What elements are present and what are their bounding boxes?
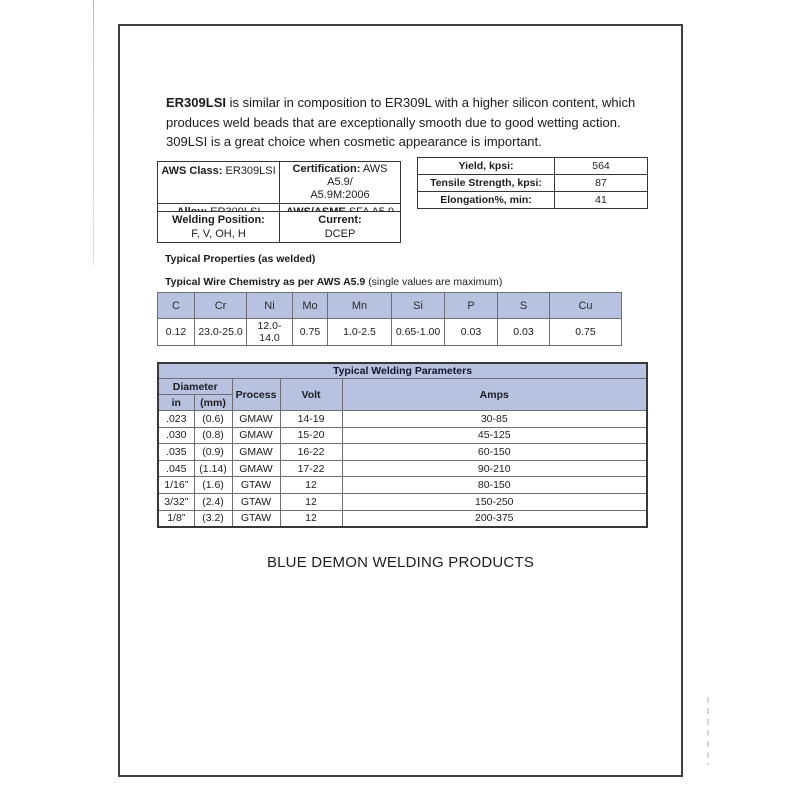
scan-artifact-left-line [93,0,94,266]
mech-value-cell: 87 [555,175,648,192]
mech-label: Elongation%, min: [440,194,532,206]
welding-parameters-title: Typical Welding Parameters [158,363,647,379]
diameter-mm-cell: (1.6) [194,477,232,494]
diameter-in-cell: 1/8” [158,510,194,527]
aws-class-value: ER309LSI [225,165,276,177]
mech-label-cell [418,158,555,175]
diameter-in-cell: .035 [158,444,194,461]
chemistry-header-cell: Cr [195,293,247,319]
welding-position-label: Welding Position: [172,214,265,226]
chemistry-header-cell: Si [392,293,445,319]
welding-position-value: F, V, OH, H [191,228,246,240]
diameter-in-header-cell: in [158,395,194,411]
mech-label: Yield, kpsi: [458,160,514,172]
intro-paragraph [166,93,635,152]
diameter-mm-header-cell: (mm) [194,395,232,411]
diameter-mm-cell: (2.4) [194,493,232,510]
table-row [418,158,648,175]
process-header-cell: Process [232,379,280,411]
chemistry-header-cell: Cu [550,293,622,319]
scanned-datasheet-page [118,24,683,777]
table-row [158,510,647,527]
certification-label: Certification: [292,163,361,175]
diameter-mm-cell: (0.8) [194,427,232,444]
table-row [418,192,648,209]
diameter-in-cell: 1/16” [158,477,194,494]
welding-parameters-table [157,362,648,528]
certification-value-line2: A5.9M:2006 [310,189,370,201]
volt-cell: 16-22 [280,444,342,461]
amps-header-cell: Amps [342,379,647,411]
table-row [158,379,647,395]
diameter-in-cell: .023 [158,411,194,428]
volt-cell: 12 [280,493,342,510]
process-cell: GMAW [232,411,280,428]
chemistry-value-cell: 0.12 [158,319,195,346]
process-cell: GTAW [232,510,280,527]
volt-cell: 12 [280,477,342,494]
diameter-mm-cell: (0.6) [194,411,232,428]
amps-cell: 60-150 [342,444,647,461]
table-row [158,319,622,346]
volt-cell: 12 [280,510,342,527]
chemistry-header-cell: S [498,293,550,319]
table-row [158,411,647,428]
chemistry-value-cell: 23.0-25.0 [195,319,247,346]
chemistry-header-cell: P [445,293,498,319]
table-row [158,493,647,510]
mech-label: Tensile Strength, kpsi: [430,177,542,189]
aws-class-cell [158,162,280,204]
certification-value-line1: AWS A5.9/ [327,163,388,188]
diameter-in-cell: .045 [158,460,194,477]
volt-cell: 17-22 [280,460,342,477]
volt-header-cell: Volt [280,379,342,411]
certification-cell [280,162,401,204]
footer-brand: BLUE DEMON WELDING PRODUCTS [266,554,535,571]
welding-position-table [157,211,401,243]
wire-chemistry-heading-bold: Typical Wire Chemistry as per AWS A5.9 [165,276,366,288]
aws-class-label: AWS Class: [161,165,223,177]
chemistry-value-cell: 0.75 [293,319,328,346]
welding-position-cell [158,212,280,243]
intro-line2: produces weld beads that are exceptionally smooth due to good wetting action. [166,114,621,130]
chemistry-value-cell: 12.0-14.0 [247,319,293,346]
typical-properties-heading: Typical Properties (as welded) [165,253,316,265]
current-cell [280,212,401,243]
product-name: ER309LSI [166,95,226,110]
table-row [418,175,648,192]
diameter-in-cell: 3/32” [158,493,194,510]
table-row [158,212,401,243]
process-cell: GTAW [232,493,280,510]
amps-cell: 150-250 [342,493,647,510]
chemistry-header-cell: Mn [328,293,392,319]
wire-chemistry-heading [165,276,502,288]
table-row [158,427,647,444]
diameter-header-cell: Diameter [158,379,232,395]
table-row [158,162,401,204]
diameter-in-cell: .030 [158,427,194,444]
chemistry-value-cell: 1.0-2.5 [328,319,392,346]
current-label: Current: [318,214,362,226]
intro-line1: is similar in composition to ER309L with a higher silicon content, which [225,95,636,110]
diameter-mm-cell: (3.2) [194,510,232,527]
diameter-mm-cell: (1.14) [194,460,232,477]
mech-value-cell: 564 [555,158,648,175]
diameter-mm-cell: (0.9) [194,444,232,461]
volt-cell: 14-19 [280,411,342,428]
table-row [158,293,622,319]
wire-chemistry-table [157,292,622,346]
process-cell: GTAW [232,477,280,494]
chemistry-value-cell: 0.75 [550,319,622,346]
amps-cell: 90-210 [342,460,647,477]
table-row [158,363,647,379]
process-cell: GMAW [232,460,280,477]
amps-cell: 200-375 [342,510,647,527]
current-value: DCEP [324,228,356,240]
chemistry-header-cell: Mo [293,293,328,319]
chemistry-value-cell: 0.03 [498,319,550,346]
process-cell: GMAW [232,444,280,461]
mech-value-cell: 41 [555,192,648,209]
scan-artifact-right-dashes [707,697,709,765]
chemistry-value-cell: 0.03 [445,319,498,346]
process-cell: GMAW [232,427,280,444]
chemistry-header-cell: Ni [247,293,293,319]
wire-chemistry-note: (single values are maximum) [368,276,503,288]
amps-cell: 30-85 [342,411,647,428]
mech-label-cell [418,175,555,192]
amps-cell: 80-150 [342,477,647,494]
chemistry-value-cell: 0.65-1.00 [392,319,445,346]
table-row [158,460,647,477]
volt-cell: 15-20 [280,427,342,444]
mechanical-properties-table [417,157,648,209]
intro-line3: 309LSI is a great choice when cosmetic appearance is important. [166,134,542,149]
amps-cell: 45-125 [342,427,647,444]
table-row [158,477,647,494]
mech-label-cell [418,192,555,209]
table-row [158,444,647,461]
chemistry-header-cell: C [158,293,195,319]
